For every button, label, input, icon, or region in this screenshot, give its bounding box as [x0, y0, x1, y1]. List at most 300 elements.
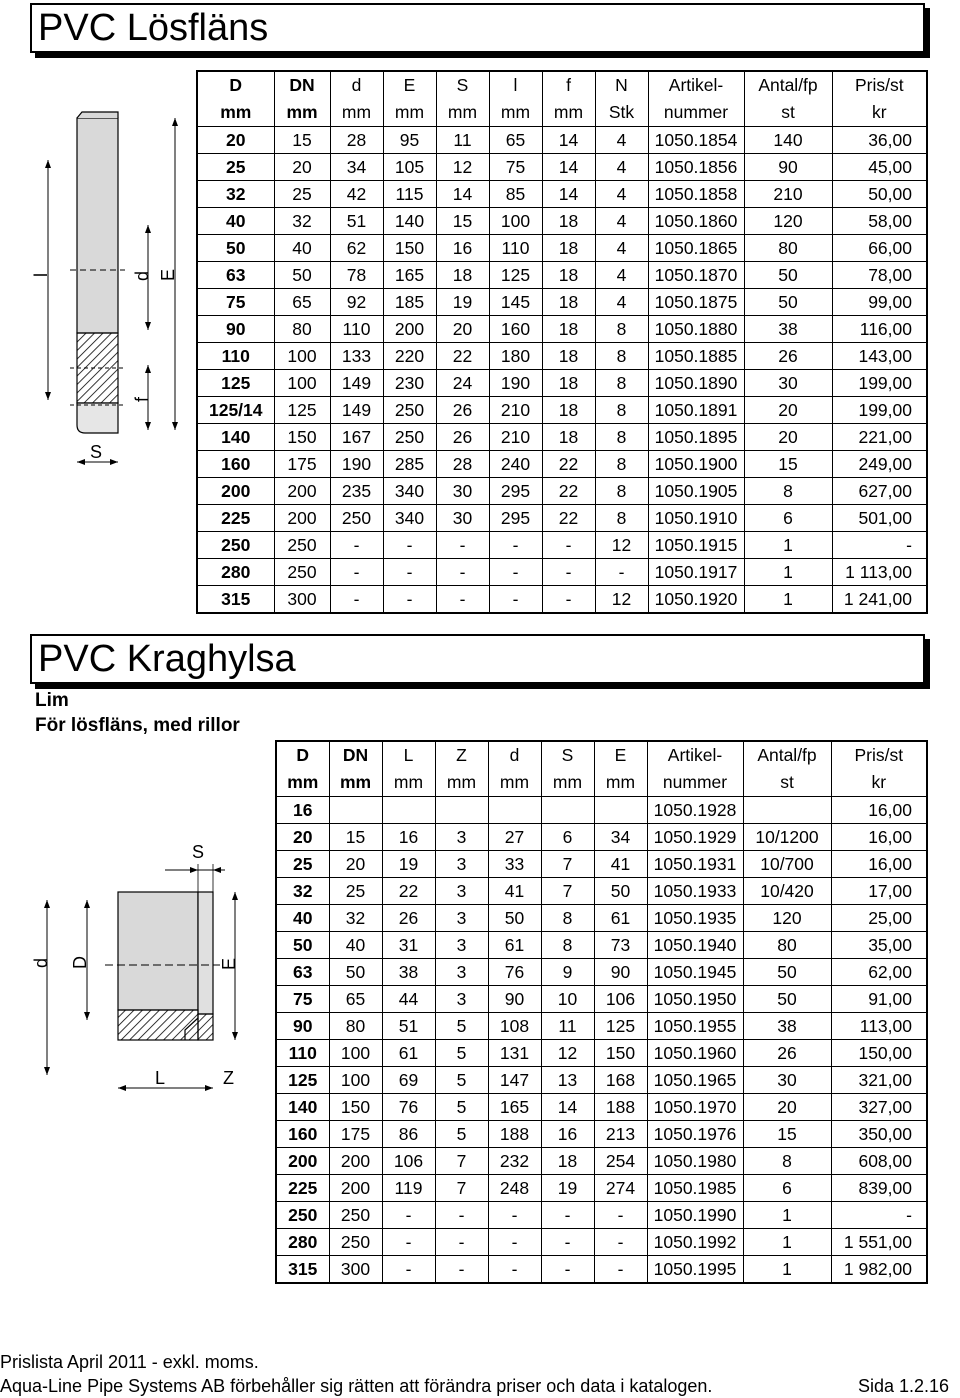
table-cell: 225 — [197, 505, 274, 532]
table-cell: 10 — [541, 986, 594, 1013]
column-header: Artikel- — [648, 71, 744, 99]
table-row — [276, 1175, 927, 1202]
losflans-table — [196, 70, 928, 614]
column-header: Antal/fp — [744, 71, 832, 99]
table-cell: 40 — [276, 905, 329, 932]
table-cell: 1050.1935 — [647, 905, 743, 932]
table-cell: 1 982,00 — [831, 1256, 927, 1284]
table-cell: 1 — [743, 1202, 831, 1229]
table-cell: 80 — [329, 1013, 382, 1040]
table-cell: 200 — [329, 1148, 382, 1175]
table-cell: 20 — [744, 424, 832, 451]
table-cell: 31 — [382, 932, 435, 959]
table-cell: 110 — [330, 316, 383, 343]
table-cell: 18 — [436, 262, 489, 289]
table-cell: - — [330, 586, 383, 614]
table-row — [276, 905, 927, 932]
table-cell: 327,00 — [831, 1094, 927, 1121]
column-header: mm — [488, 769, 541, 797]
table-cell: 110 — [276, 1040, 329, 1067]
table-cell: 300 — [274, 586, 330, 614]
table-cell: 125 — [197, 370, 274, 397]
table-cell: 73 — [594, 932, 647, 959]
subtitle-lim: Lim — [35, 690, 69, 711]
table-cell: 50 — [743, 986, 831, 1013]
table-cell: 5 — [435, 1121, 488, 1148]
table-cell: 25 — [274, 181, 330, 208]
table-cell: 125 — [274, 397, 330, 424]
table-cell: 175 — [274, 451, 330, 478]
table-cell: 1050.1895 — [648, 424, 744, 451]
table-cell: 1050.1885 — [648, 343, 744, 370]
table-cell: 140 — [276, 1094, 329, 1121]
table-cell: - — [330, 559, 383, 586]
dim-Z-label: Z — [223, 1068, 234, 1088]
table-cell: 8 — [595, 424, 648, 451]
table-cell: 80 — [274, 316, 330, 343]
kraghylsa-table — [275, 740, 928, 1284]
table-cell: 22 — [436, 343, 489, 370]
column-header: nummer — [648, 99, 744, 127]
table-cell: 1050.1931 — [647, 851, 743, 878]
table-cell — [382, 797, 435, 824]
column-header: Artikel- — [647, 741, 743, 769]
table-row — [197, 208, 927, 235]
table-row — [276, 851, 927, 878]
table-cell: 199,00 — [832, 397, 927, 424]
table-cell: 839,00 — [831, 1175, 927, 1202]
kraghylsa-diagram — [25, 830, 265, 1100]
table-cell: 115 — [383, 181, 436, 208]
table-cell: 285 — [383, 451, 436, 478]
table-cell: 28 — [330, 127, 383, 154]
table-row — [276, 1094, 927, 1121]
table-cell: 110 — [489, 235, 542, 262]
table-cell: - — [594, 1202, 647, 1229]
table-row — [197, 424, 927, 451]
table-cell: 38 — [382, 959, 435, 986]
table-cell: 8 — [595, 343, 648, 370]
dim-d-label: d — [31, 957, 51, 968]
table-cell: - — [542, 586, 595, 614]
table-cell: 36,00 — [832, 127, 927, 154]
column-header: DN — [329, 741, 382, 769]
dim-l-label: l — [31, 273, 51, 277]
table-row — [197, 397, 927, 424]
table-cell: 250 — [329, 1202, 382, 1229]
table-row — [276, 932, 927, 959]
table-cell: 188 — [488, 1121, 541, 1148]
table-cell: 113,00 — [831, 1013, 927, 1040]
table-cell: 10/420 — [743, 878, 831, 905]
table-cell: 75 — [489, 154, 542, 181]
table-cell: 6 — [744, 505, 832, 532]
table-cell: 1050.1985 — [647, 1175, 743, 1202]
table-cell: 12 — [541, 1040, 594, 1067]
table-cell: 1050.1854 — [648, 127, 744, 154]
table-cell: 32 — [197, 181, 274, 208]
table-cell: 15 — [274, 127, 330, 154]
table-cell: 18 — [542, 424, 595, 451]
table-cell: 1050.1856 — [648, 154, 744, 181]
table-cell: 90 — [744, 154, 832, 181]
table-cell: 12 — [595, 586, 648, 614]
table-cell: 61 — [488, 932, 541, 959]
table-cell: 250 — [274, 559, 330, 586]
table-cell: 26 — [436, 397, 489, 424]
table-cell: 3 — [435, 824, 488, 851]
table-cell: 14 — [436, 181, 489, 208]
table-cell — [594, 797, 647, 824]
table-cell: 608,00 — [831, 1148, 927, 1175]
table-cell: 199,00 — [832, 370, 927, 397]
section-title-losflans — [30, 3, 925, 53]
table-cell: 26 — [743, 1040, 831, 1067]
table-cell: 120 — [743, 905, 831, 932]
table-cell: 1050.1920 — [648, 586, 744, 614]
table-cell: - — [383, 532, 436, 559]
table-cell: 145 — [489, 289, 542, 316]
table-cell: 11 — [436, 127, 489, 154]
table-cell: 149 — [330, 370, 383, 397]
table-cell: 20 — [274, 154, 330, 181]
table-cell: 1050.1875 — [648, 289, 744, 316]
table-cell: 321,00 — [831, 1067, 927, 1094]
table-cell: 1050.1917 — [648, 559, 744, 586]
table-cell: 41 — [488, 878, 541, 905]
column-header: nummer — [647, 769, 743, 797]
table-row — [197, 370, 927, 397]
table-cell: 105 — [383, 154, 436, 181]
table-cell: - — [594, 1229, 647, 1256]
table-cell: 15 — [743, 1121, 831, 1148]
table-cell: - — [488, 1229, 541, 1256]
table-cell: 116,00 — [832, 316, 927, 343]
table-cell: 185 — [383, 289, 436, 316]
column-header: E — [383, 71, 436, 99]
table-cell: - — [595, 559, 648, 586]
table-cell: 250 — [330, 505, 383, 532]
table-cell: 230 — [383, 370, 436, 397]
table-cell: 26 — [436, 424, 489, 451]
table-cell: 5 — [435, 1013, 488, 1040]
table-cell: 3 — [435, 905, 488, 932]
table-cell: 18 — [542, 289, 595, 316]
table-cell: 30 — [743, 1067, 831, 1094]
table-cell: 65 — [329, 986, 382, 1013]
table-cell: 20 — [743, 1094, 831, 1121]
table-cell: 190 — [330, 451, 383, 478]
table-cell: 4 — [595, 208, 648, 235]
table-cell: 80 — [743, 932, 831, 959]
section-title-kraghylsa — [30, 634, 925, 684]
table-cell: 250 — [274, 532, 330, 559]
table-row — [276, 1256, 927, 1284]
table-cell: 5 — [435, 1040, 488, 1067]
column-header: mm — [330, 99, 383, 127]
table-cell — [488, 797, 541, 824]
table-cell: 38 — [743, 1013, 831, 1040]
table-cell: 61 — [382, 1040, 435, 1067]
table-cell: 1050.1976 — [647, 1121, 743, 1148]
table-cell: 63 — [276, 959, 329, 986]
table-row — [197, 451, 927, 478]
table-cell: 250 — [383, 424, 436, 451]
table-cell: 108 — [488, 1013, 541, 1040]
table-cell: 1 113,00 — [832, 559, 927, 586]
column-header: mm — [276, 769, 329, 797]
table-cell: 7 — [541, 878, 594, 905]
table-cell: 249,00 — [832, 451, 927, 478]
table-cell: 1 — [744, 559, 832, 586]
column-header: N — [595, 71, 648, 99]
table-cell: 1050.1929 — [647, 824, 743, 851]
table-cell: 19 — [541, 1175, 594, 1202]
column-header: mm — [329, 769, 382, 797]
table-cell: 32 — [329, 905, 382, 932]
table-cell: 3 — [435, 851, 488, 878]
table-cell: 10/1200 — [743, 824, 831, 851]
table-cell: 20 — [329, 851, 382, 878]
table-cell: 20 — [197, 127, 274, 154]
table-cell: 14 — [542, 127, 595, 154]
table-cell: 85 — [489, 181, 542, 208]
table-cell: 150 — [383, 235, 436, 262]
table-cell: 1050.1915 — [648, 532, 744, 559]
table-cell: 50 — [329, 959, 382, 986]
table-cell: 100 — [329, 1040, 382, 1067]
column-header: d — [488, 741, 541, 769]
table-cell: - — [542, 559, 595, 586]
table-cell: 165 — [383, 262, 436, 289]
table-cell: 17,00 — [831, 878, 927, 905]
table-cell: 165 — [488, 1094, 541, 1121]
table-cell: 106 — [594, 986, 647, 1013]
table-cell: 33 — [488, 851, 541, 878]
column-header: st — [744, 99, 832, 127]
table-cell: - — [436, 532, 489, 559]
table-cell: 50,00 — [832, 181, 927, 208]
table-cell: 100 — [489, 208, 542, 235]
table-cell: 200 — [383, 316, 436, 343]
table-cell: 40 — [274, 235, 330, 262]
table-header-row — [276, 769, 927, 797]
table-cell: 6 — [743, 1175, 831, 1202]
table-row — [197, 532, 927, 559]
table-cell: 150 — [594, 1040, 647, 1067]
table-cell: 167 — [330, 424, 383, 451]
table-cell: 133 — [330, 343, 383, 370]
table-cell: 65 — [489, 127, 542, 154]
table-cell: 340 — [383, 505, 436, 532]
table-cell: 16,00 — [831, 797, 927, 824]
table-cell: 10/700 — [743, 851, 831, 878]
column-header: mm — [489, 99, 542, 127]
table-cell: 1 — [744, 586, 832, 614]
table-cell: 18 — [542, 316, 595, 343]
column-header: Pris/st — [832, 71, 927, 99]
table-cell: 19 — [436, 289, 489, 316]
table-cell: 295 — [489, 478, 542, 505]
table-cell: 76 — [488, 959, 541, 986]
table-cell: 90 — [594, 959, 647, 986]
table-cell: 110 — [197, 343, 274, 370]
table-cell: 250 — [329, 1229, 382, 1256]
table-cell: 40 — [329, 932, 382, 959]
column-header: mm — [197, 99, 274, 127]
table-cell: 254 — [594, 1148, 647, 1175]
table-row — [197, 478, 927, 505]
table-cell: 8 — [595, 505, 648, 532]
table-cell: 168 — [594, 1067, 647, 1094]
table-cell: 9 — [541, 959, 594, 986]
table-cell: 30 — [436, 505, 489, 532]
table-cell: 125 — [594, 1013, 647, 1040]
table-cell: - — [488, 1202, 541, 1229]
table-cell: 295 — [489, 505, 542, 532]
table-row — [197, 343, 927, 370]
table-cell: 1050.1905 — [648, 478, 744, 505]
table-cell: 248 — [488, 1175, 541, 1202]
table-cell: 8 — [595, 451, 648, 478]
table-cell: 90 — [276, 1013, 329, 1040]
table-cell: 8 — [744, 478, 832, 505]
column-header: mm — [383, 99, 436, 127]
table-cell: 16 — [382, 824, 435, 851]
table-cell: 1050.1955 — [647, 1013, 743, 1040]
footer-page-number: Sida 1.2.16 — [858, 1376, 950, 1396]
table-cell: 99,00 — [832, 289, 927, 316]
table-cell: 78,00 — [832, 262, 927, 289]
dim-E-label: E — [158, 268, 178, 281]
table-cell: 1050.1990 — [647, 1202, 743, 1229]
table-cell: 80 — [744, 235, 832, 262]
table-cell: 58,00 — [832, 208, 927, 235]
table-cell: - — [435, 1202, 488, 1229]
table-cell: 78 — [330, 262, 383, 289]
table-cell: 225 — [276, 1175, 329, 1202]
table-cell: - — [382, 1202, 435, 1229]
table-cell: 200 — [197, 478, 274, 505]
column-header: kr — [832, 99, 927, 127]
table-cell: 100 — [329, 1067, 382, 1094]
table-cell: 147 — [488, 1067, 541, 1094]
table-cell: 18 — [542, 343, 595, 370]
table-cell: 91,00 — [831, 986, 927, 1013]
table-cell: 119 — [382, 1175, 435, 1202]
table-cell: - — [383, 586, 436, 614]
table-cell: 1050.1891 — [648, 397, 744, 424]
table-cell: 32 — [274, 208, 330, 235]
table-cell: - — [541, 1229, 594, 1256]
table-cell: 15 — [436, 208, 489, 235]
table-row — [276, 878, 927, 905]
table-cell: 274 — [594, 1175, 647, 1202]
table-cell: 61 — [594, 905, 647, 932]
table-cell: 200 — [329, 1175, 382, 1202]
table-cell: 200 — [276, 1148, 329, 1175]
table-cell: 280 — [276, 1229, 329, 1256]
table-cell: 62 — [330, 235, 383, 262]
table-cell: 75 — [197, 289, 274, 316]
table-cell: - — [489, 532, 542, 559]
table-cell: 340 — [383, 478, 436, 505]
table-cell: 20 — [436, 316, 489, 343]
table-cell: 8 — [595, 397, 648, 424]
table-cell: 8 — [595, 316, 648, 343]
column-header: S — [541, 741, 594, 769]
table-cell: 280 — [197, 559, 274, 586]
table-cell: 350,00 — [831, 1121, 927, 1148]
table-row — [197, 262, 927, 289]
table-cell: 16,00 — [831, 851, 927, 878]
table-cell: 30 — [436, 478, 489, 505]
table-row — [276, 986, 927, 1013]
table-cell: 86 — [382, 1121, 435, 1148]
footer-disclaimer: Aqua-Line Pipe Systems AB förbehåller sig rätten att förändra priser och data i katalogen. — [0, 1376, 713, 1396]
table-cell: 75 — [276, 986, 329, 1013]
table-cell: 35,00 — [831, 932, 927, 959]
table-cell: 20 — [276, 824, 329, 851]
table-header-row — [276, 741, 927, 769]
table-cell: 22 — [542, 505, 595, 532]
dim-f-label: f — [132, 396, 152, 402]
table-cell: 188 — [594, 1094, 647, 1121]
table-cell: 1050.1960 — [647, 1040, 743, 1067]
table-cell: 200 — [274, 505, 330, 532]
losflans-diagram — [30, 100, 190, 480]
table-cell: 250 — [276, 1202, 329, 1229]
table-cell: 3 — [435, 959, 488, 986]
table-cell: 50 — [744, 262, 832, 289]
table-row — [276, 824, 927, 851]
table-cell: 92 — [330, 289, 383, 316]
table-cell: 140 — [197, 424, 274, 451]
table-cell: 1 551,00 — [831, 1229, 927, 1256]
table-cell: 1050.1880 — [648, 316, 744, 343]
table-header-row — [197, 71, 927, 99]
table-cell: 27 — [488, 824, 541, 851]
table-cell: 1050.1965 — [647, 1067, 743, 1094]
table-cell — [329, 797, 382, 824]
column-header: D — [276, 741, 329, 769]
table-cell: 1 — [743, 1229, 831, 1256]
table-row — [276, 1067, 927, 1094]
table-cell: 125/14 — [197, 397, 274, 424]
table-cell: 26 — [382, 905, 435, 932]
table-cell: 1050.1910 — [648, 505, 744, 532]
table-cell: 131 — [488, 1040, 541, 1067]
table-cell: 250 — [383, 397, 436, 424]
table-cell: 63 — [197, 262, 274, 289]
table-cell: 22 — [542, 451, 595, 478]
table-cell: 149 — [330, 397, 383, 424]
table-cell: 1050.1865 — [648, 235, 744, 262]
table-cell: 62,00 — [831, 959, 927, 986]
column-header: DN — [274, 71, 330, 99]
table-cell: 1050.1950 — [647, 986, 743, 1013]
table-cell: 1050.1860 — [648, 208, 744, 235]
column-header: st — [743, 769, 831, 797]
table-cell: 26 — [744, 343, 832, 370]
table-cell: 1050.1933 — [647, 878, 743, 905]
dim-d-label: d — [132, 270, 152, 281]
table-cell: 100 — [274, 370, 330, 397]
table-cell: 150,00 — [831, 1040, 927, 1067]
column-header: Pris/st — [831, 741, 927, 769]
table-cell: 18 — [542, 208, 595, 235]
table-cell: 4 — [595, 154, 648, 181]
